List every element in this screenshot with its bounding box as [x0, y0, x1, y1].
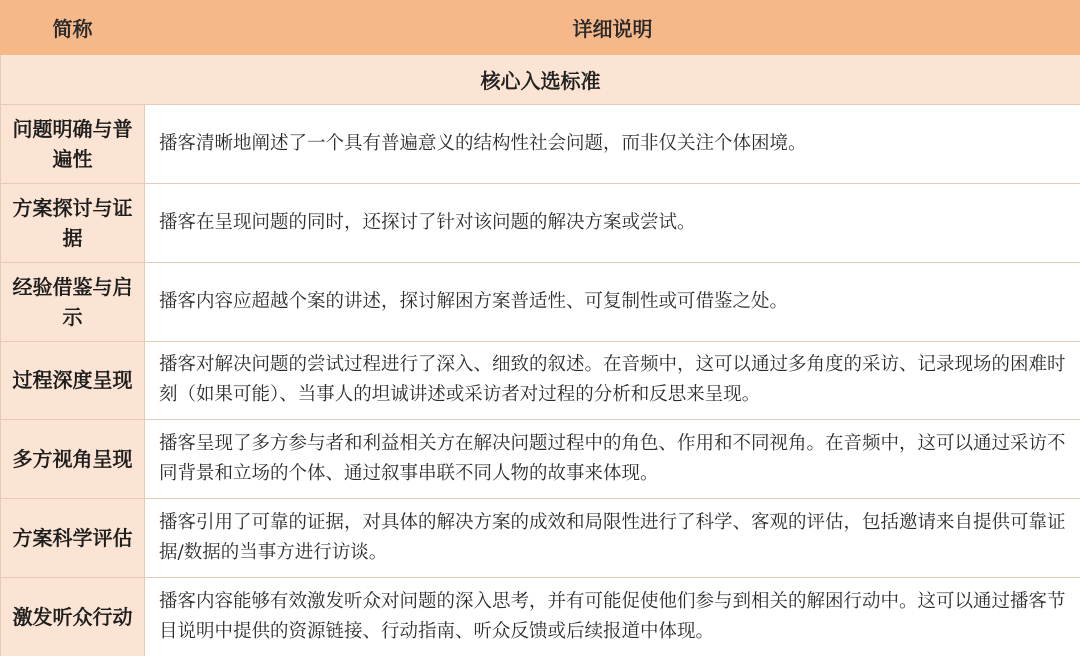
term-cell	[1, 499, 145, 578]
section-title: 核心入选标准	[1, 55, 1080, 105]
table-row	[1, 262, 1080, 341]
term-cell	[1, 578, 145, 656]
table-row	[1, 499, 1080, 578]
description-cell	[145, 578, 1080, 656]
description-cell	[145, 105, 1080, 184]
term-cell	[1, 183, 145, 262]
header-abbreviation: 简称	[1, 1, 145, 55]
table-row	[1, 578, 1080, 656]
table-row	[1, 105, 1080, 184]
term-cell	[1, 341, 145, 420]
description-text: 播客对解决问题的尝试过程进行了深入、细致的叙述。在音频中，这可以通过多角度的采访、记录现场的困难时刻（如果可能）、当事人的坦诚讲述或采访者对过程的分析和反思来呈现。	[159, 354, 1066, 406]
description-text: 播客在呈现问题的同时，还探讨了针对该问题的解决方案或尝试。	[159, 211, 696, 233]
description-cell	[145, 499, 1080, 578]
term-text: 方案科学评估	[12, 526, 133, 551]
table-row	[1, 420, 1080, 499]
description-text: 播客清晰地阐述了一个具有普遍意义的结构性社会问题，而非仅关注个体困境。	[159, 132, 807, 154]
description-text: 播客内容应超越个案的讲述，探讨解困方案普适性、可复制性或可借鉴之处。	[159, 290, 789, 312]
table-header-row	[1, 1, 1080, 55]
term-text: 激发听众行动	[12, 604, 133, 629]
term-text: 过程深度呈现	[12, 368, 133, 393]
term-text: 经验借鉴与启示	[12, 274, 133, 329]
term-text: 多方视角呈现	[12, 447, 133, 472]
term-text: 方案探讨与证据	[12, 195, 133, 250]
description-text: 播客引用了可靠的证据，对具体的解决方案的成效和局限性进行了科学、客观的评估，包括邀请来自提供可靠证据/数据的当事方进行访谈。	[159, 512, 1066, 564]
section-row	[1, 55, 1080, 105]
description-cell	[145, 262, 1080, 341]
term-text: 问题明确与普遍性	[12, 116, 133, 171]
description-cell	[145, 420, 1080, 499]
description-cell	[145, 341, 1080, 420]
description-text: 播客内容能够有效激发听众对问题的深入思考，并有可能促使他们参与到相关的解困行动中。这可以通过播客节目说明中提供的资源链接、行动指南、听众反馈或后续报道中体现。	[159, 590, 1066, 642]
description-cell	[145, 183, 1080, 262]
term-cell	[1, 262, 145, 341]
table-row	[1, 341, 1080, 420]
header-details: 详细说明	[145, 1, 1080, 55]
term-cell	[1, 105, 145, 184]
term-cell	[1, 420, 145, 499]
table-row	[1, 183, 1080, 262]
description-text: 播客呈现了多方参与者和利益相关方在解决问题过程中的角色、作用和不同视角。在音频中，这可以通过采访不同背景和立场的个体、通过叙事串联不同人物的故事来体现。	[159, 433, 1066, 485]
